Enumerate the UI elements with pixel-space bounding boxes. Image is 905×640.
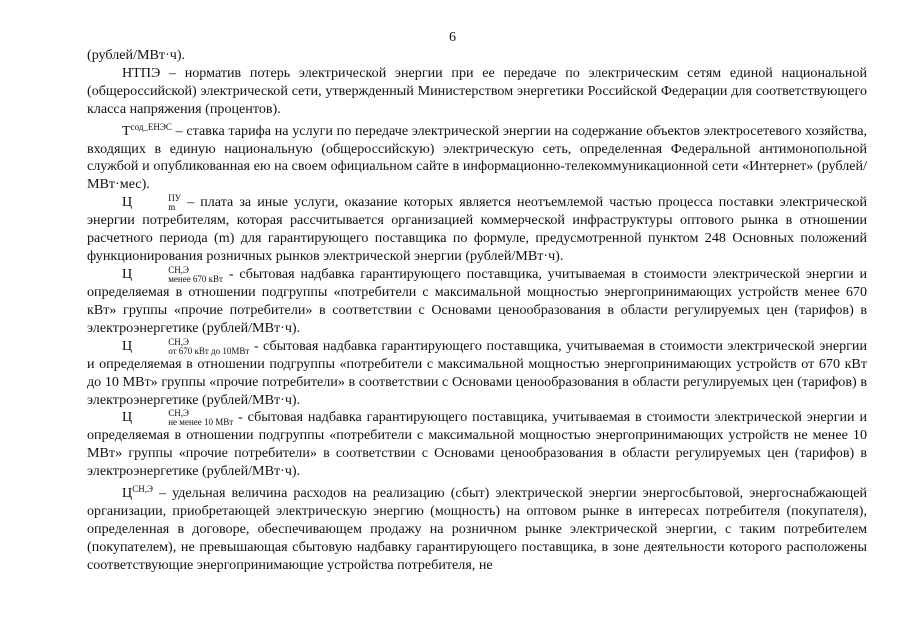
symbol-c-indices <box>133 194 181 212</box>
symbol-c: Ц <box>122 265 133 282</box>
symbol-superscript: СН,Э <box>132 484 153 495</box>
symbol-superscript: СН,Э <box>168 264 189 275</box>
symbol-subscript: менее 670 кВт <box>168 273 223 284</box>
symbol-c: Ц <box>122 337 133 354</box>
paragraph-ntpe-definition: НТПЭ – норматив потерь электрической энергии при ее передаче по электрическим сетям единой национальной (общероссийской) электрической сети, утвержденный Министерством энергетики Российской Федерации для соответствующего класса напряжения (процентов). <box>87 64 867 117</box>
paragraph-text: – ставка тарифа на услуги по передаче электрической энергии на содержание объектов электросетевого хозяйства, входящих в единую национальную (общероссийскую) электрическую сеть, определенная Федеральной антимонопольной службой и опубликованная ею на своем официальном сайте в информационно-телекоммуникационной сети «Интернет» (рублей/МВт·мес). <box>87 122 867 193</box>
paragraph-text: - сбытовая надбавка гарантирующего поставщика, учитываемая в стоимости электрической энергии и определяемая в отношении подгруппы «потребители с максимальной мощностью энергопринимающих устройств не менее 10 МВт» группы «прочие потребители» в соответствии с Основами ценообразования в области регулируемых цен (тарифов) в электроэнергетике (рублей/МВт·ч). <box>87 409 867 480</box>
paragraph-text: - сбытовая надбавка гарантирующего поставщика, учитываемая в стоимости электрической энергии и определяемая в отношении подгруппы «потребители с максимальной мощностью энергопринимающих устройств от 670 кВт до 10 МВт» группы «прочие потребители» в соответствии с Основами ценообразования в области регулируемых цен (тарифов) в электроэнергетике (рублей/МВт·ч). <box>87 337 867 408</box>
paragraph-markup-over-10mw <box>87 409 867 481</box>
page-number: 6 <box>449 30 456 45</box>
document-body <box>87 47 867 575</box>
symbol-superscript: ПУ <box>168 193 182 204</box>
paragraph-tariff-rate-definition <box>87 119 867 195</box>
symbol-t: Т <box>122 122 131 139</box>
paragraph-other-services-fee <box>87 194 867 266</box>
symbol-t-superscript: сод_ЕНЭС <box>130 121 172 132</box>
paragraph-text: - сбытовая надбавка гарантирующего поставщика, учитываемая в стоимости электрической энергии и определяемая в отношении подгруппы «потребители с максимальной мощностью энергопринимающих устройств менее 670 кВт» группы «прочие потребители» в соответствии с Основами ценообразования в области регулируемых цен (тарифов) в электроэнергетике (рублей/МВт·ч). <box>87 265 867 336</box>
paragraph-sales-expenses <box>87 481 867 575</box>
symbol-c-indices <box>133 409 233 427</box>
symbol-superscript: СН,Э <box>168 408 189 419</box>
paragraph-text: – удельная величина расходов на реализацию (сбыт) электрической энергии энергосбытовой, энергоснабжающей организации, приобретающей электрическую энергию (мощность) на оптовом рынке в интересах потребителя (покупателя), определенная в договоре, обеспечивающем продажу на розничном рынке электрической энергии, с таким потребителем (покупателем), не превышающая сбытовую надбавку гарантирующего поставщика, в зоне деятельности которого расположены соответствующие энергопринимающие устройства потребителя, не <box>87 485 867 573</box>
symbol-c: Ц <box>122 194 133 211</box>
symbol-c: Ц <box>122 485 133 502</box>
paragraph-text: – плата за иные услуги, оказание которых является неотъемлемой частью процесса поставки электрической энергии потребителям, которая рассчитывается организацией коммерческой инфраструктуры оптового рынка в отношении расчетного периода (m) для гарантирующего поставщика по формуле, предусмотренной пунктом 248 Основных положений функционирования розничных рынков электрической энергии (рублей/МВт·ч). <box>87 194 867 265</box>
symbol-subscript: от 670 кВт до 10МВт <box>168 345 250 356</box>
symbol-subscript: не менее 10 МВт <box>168 417 234 428</box>
symbol-c-indices <box>133 338 249 356</box>
symbol-superscript: СН,Э <box>168 336 189 347</box>
symbol-c: Ц <box>122 409 133 426</box>
paragraph-markup-670kw-10mw <box>87 338 867 410</box>
symbol-c-indices <box>133 266 223 284</box>
symbol-subscript: m <box>168 202 176 213</box>
paragraph-units-fragment: (рублей/МВт·ч). <box>87 47 186 63</box>
paragraph-markup-under-670kw <box>87 266 867 338</box>
